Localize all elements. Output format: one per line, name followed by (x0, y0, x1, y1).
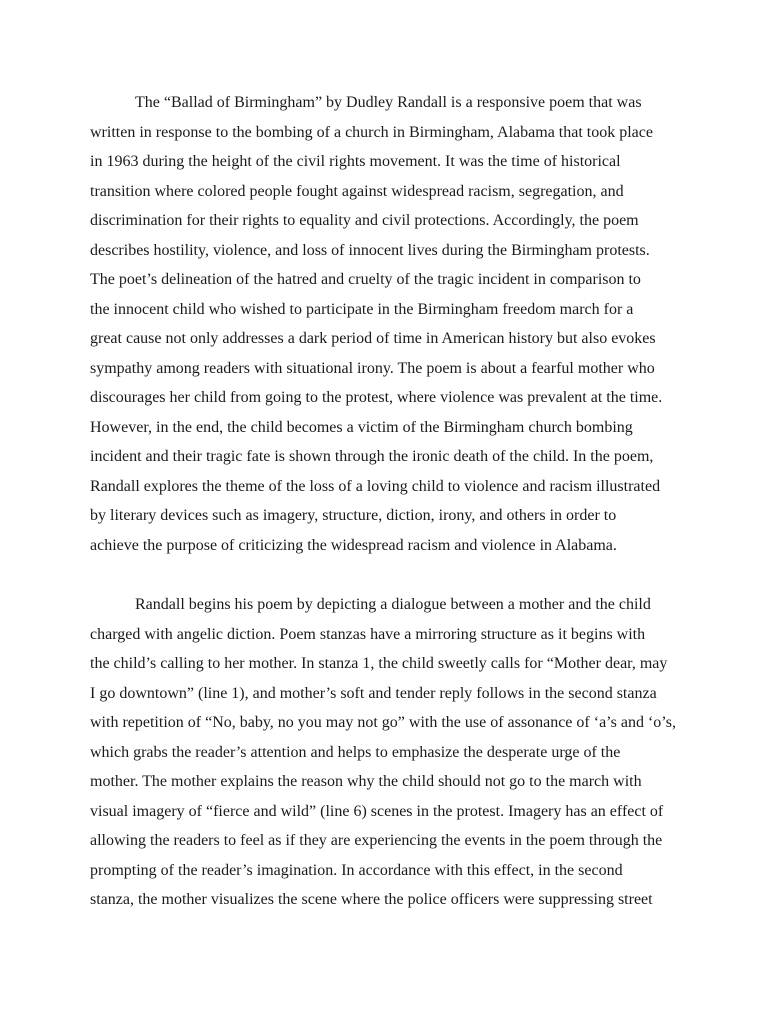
paragraph-line: The “Ballad of Birmingham” by Dudley Randall is a responsive poem that was (135, 94, 642, 111)
paragraph-line: the child’s calling to her mother. In stanza 1, the child sweetly calls for “Mother dear, may (90, 655, 668, 672)
paragraph-line: allowing the readers to feel as if they are experiencing the events in the poem through the (90, 832, 663, 849)
paragraph-line: written in response to the bombing of a church in Birmingham, Alabama that took place (90, 123, 653, 141)
paragraph-line: discrimination for their rights to equality and civil protections. Accordingly, the poem (90, 212, 639, 229)
paragraph-line: I go downtown” (line 1), and mother’s soft and tender reply follows in the second stanza (90, 684, 657, 702)
paragraph-line: prompting of the reader’s imagination. In accordance with this effect, in the second (90, 861, 623, 879)
paragraph-line: the innocent child who wished to participate in the Birmingham freedom march for a (90, 300, 634, 318)
paragraph-line: sympathy among readers with situational irony. The poem is about a fearful mother who (90, 359, 655, 377)
paragraph-line: in 1963 during the height of the civil rights movement. It was the time of historical (90, 153, 621, 170)
paragraph-line: Randall begins his poem by depicting a dialogue between a mother and the child (135, 596, 651, 613)
paragraph-line: which grabs the reader’s attention and helps to emphasize the desperate urge of the (90, 743, 621, 761)
paragraph-line: stanza, the mother visualizes the scene where the police officers were suppressing street (90, 891, 653, 908)
paragraph-line: incident and their tragic fate is shown through the ironic death of the child. In the poem, (90, 448, 654, 465)
paragraph-line: However, in the end, the child becomes a victim of the Birmingham church bombing (90, 418, 633, 436)
paragraph-line: Randall explores the theme of the loss of a loving child to violence and racism illustrated (90, 477, 661, 495)
paragraph-line: describes hostility, violence, and loss of innocent lives during the Birmingham protests. (90, 241, 650, 259)
paragraph-line: by literary devices such as imagery, structure, diction, irony, and others in order to (90, 507, 617, 524)
paragraph-line: discourages her child from going to the protest, where violence was prevalent at the time. (90, 389, 663, 406)
paragraph-1 (90, 88, 690, 560)
paragraph-line: great cause not only addresses a dark period of time in American history but also evokes (90, 330, 656, 347)
paragraph-line: achieve the purpose of criticizing the widespread racism and violence in Alabama. (90, 536, 617, 554)
paragraph-line: The poet’s delineation of the hatred and cruelty of the tragic incident in comparison to (90, 271, 641, 288)
paragraph-line: charged with angelic diction. Poem stanzas have a mirroring structure as it begins with (90, 625, 646, 643)
paragraph-line: mother. The mother explains the reason why the child should not go to the march with (90, 773, 642, 790)
paragraph-line: transition where colored people fought against widespread racism, segregation, and (90, 182, 624, 200)
paragraph-line: visual imagery of “fierce and wild” (line 6) scenes in the protest. Imagery has an effect of (90, 802, 664, 820)
paragraph-line: with repetition of “No, baby, no you may not go” with the use of assonance of ‘a’s and ‘o’s, (90, 714, 676, 731)
paragraph-2 (90, 590, 690, 915)
